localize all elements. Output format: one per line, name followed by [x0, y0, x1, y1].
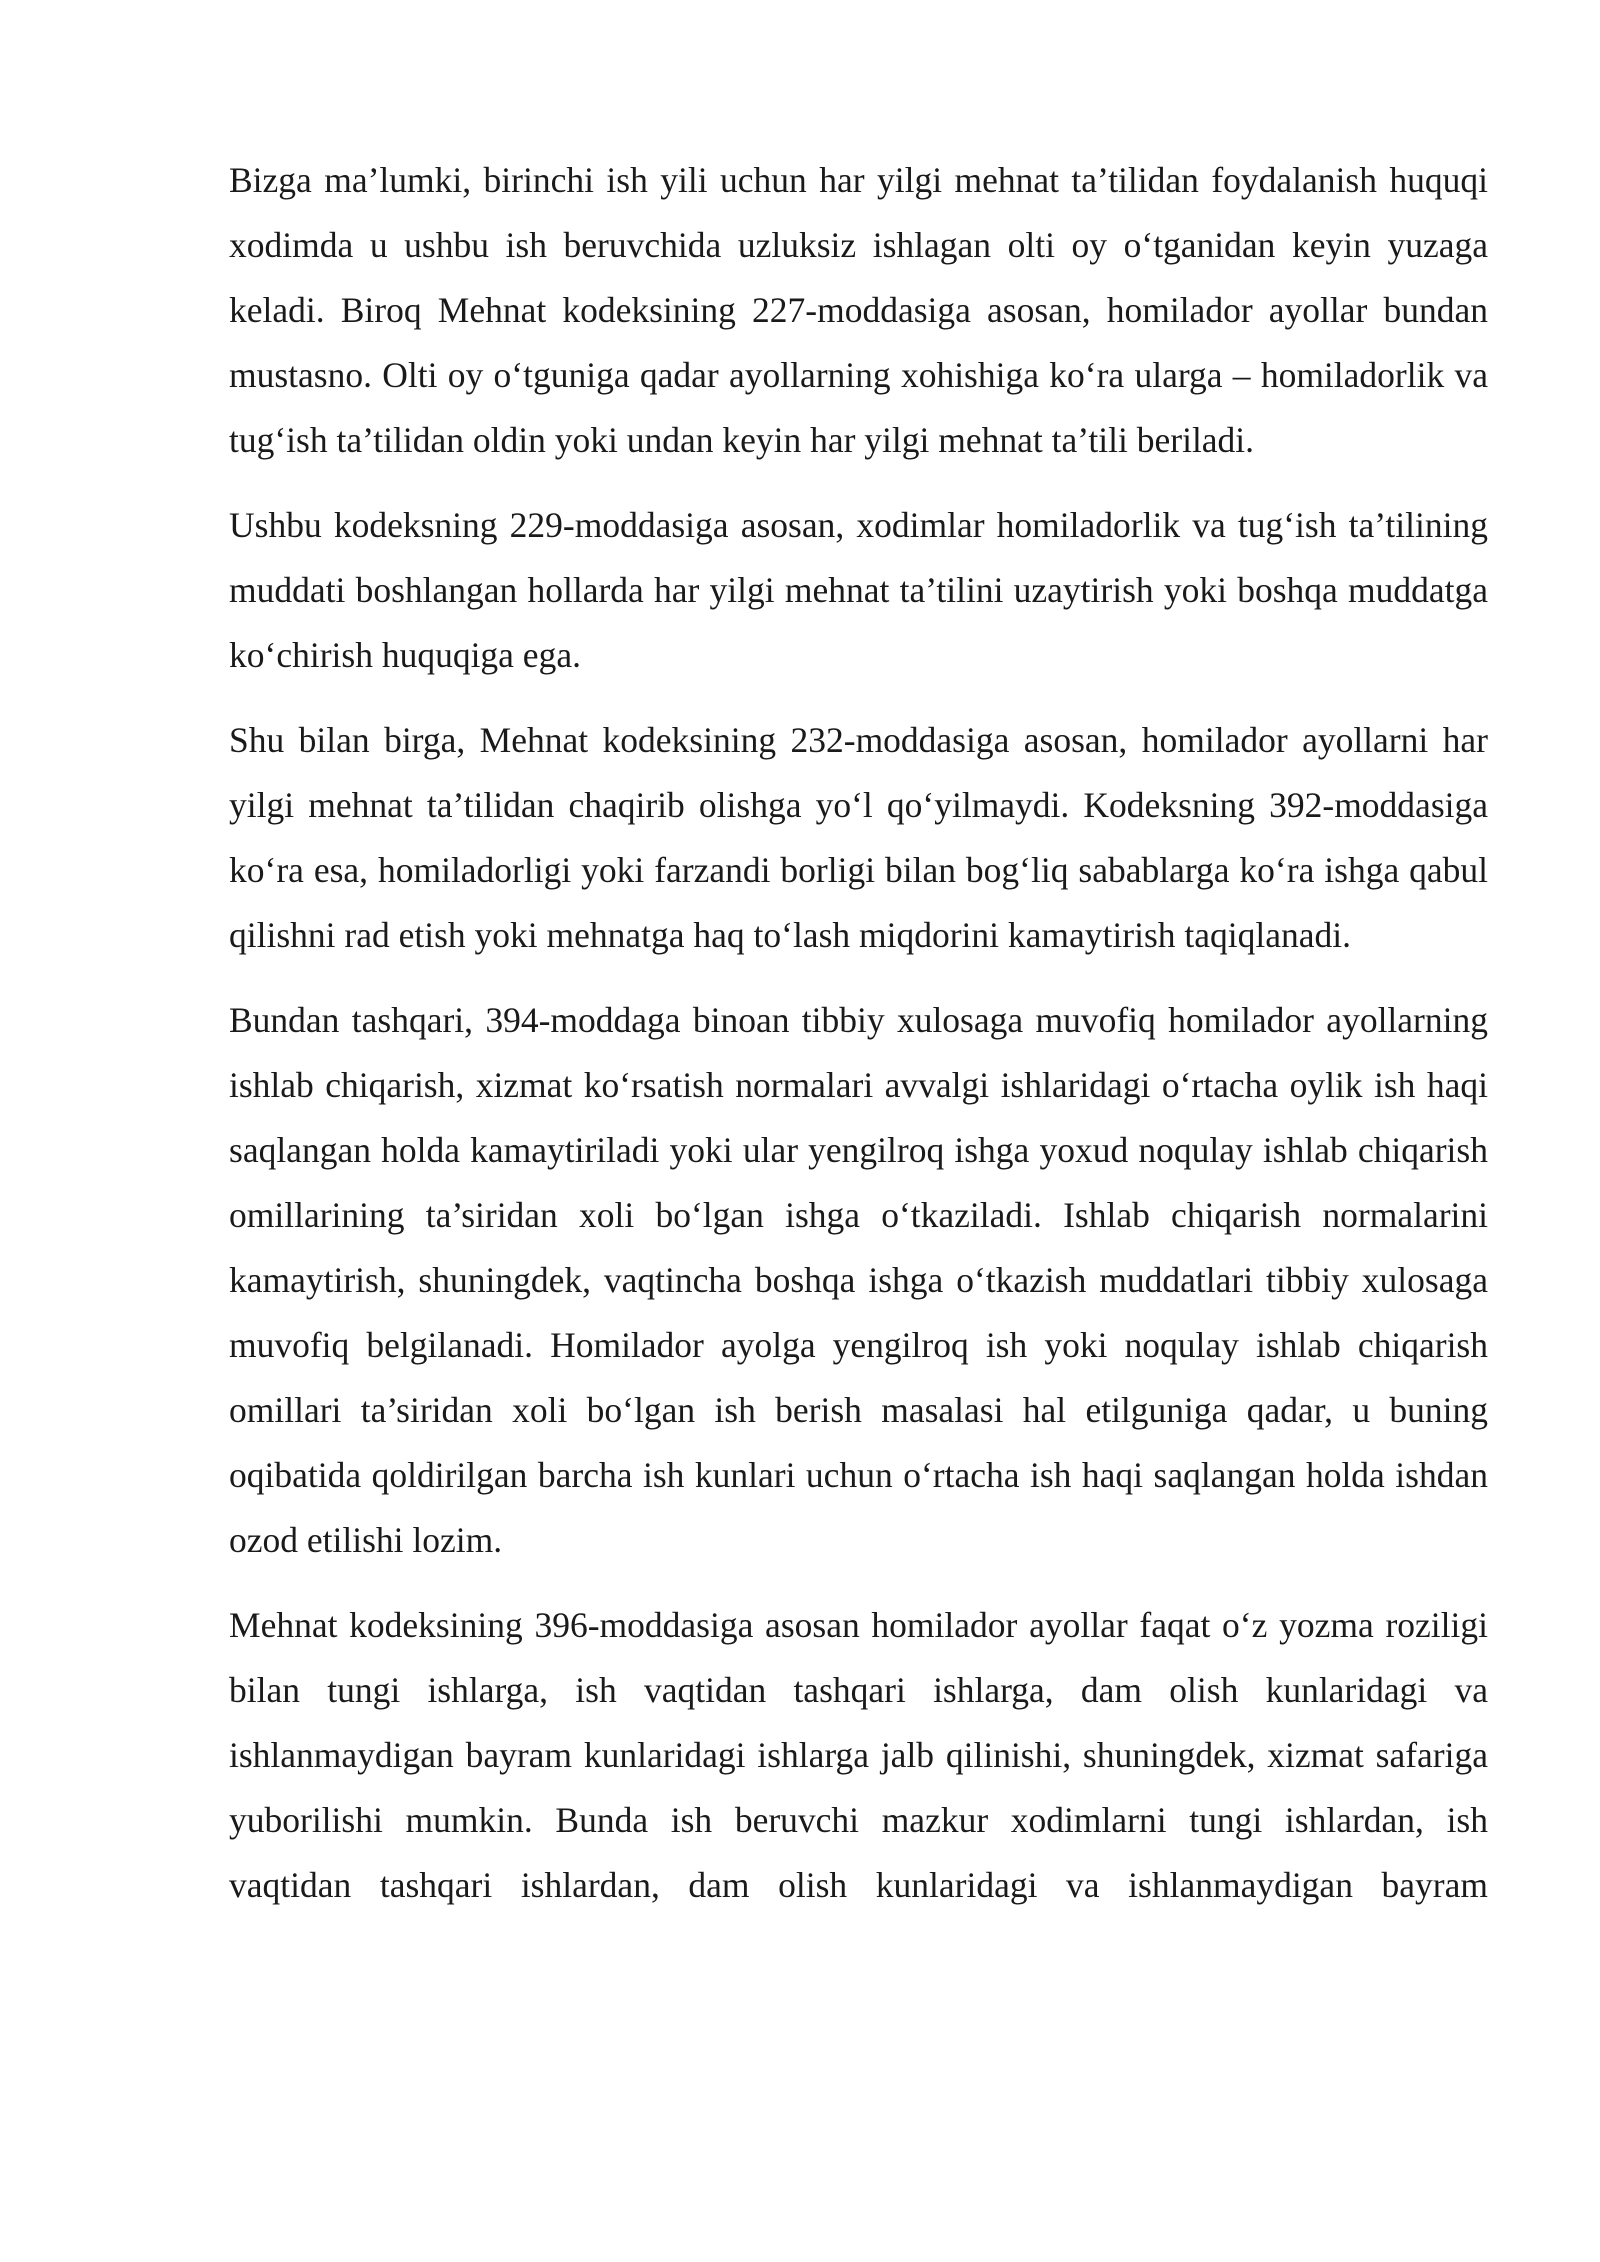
- paragraph-continued: Mehnat kodeksining 396-moddasiga asosan homilador ayollar faqat o‘z yozma roziligi bilan tungi ishlarga, ish vaqtidan tashqari ishlarga, dam olish kunlaridagi va ishlanmaydigan bayram kunlaridagi ishlarga jalb qilinishi, shuningdek, xizmat safariga yuborilishi mumkin. Bunda ish beruvchi mazkur xodimlarni tungi ishlardan, ish vaqtidan tashqari ishlardan, dam olish kunlaridagi va ishlanmaydigan bayram: [229, 1605, 1488, 1905]
- paragraph: Bundan tashqari, 394-moddaga binoan tibbiy xulosaga muvofiq homilador ayollarning ishlab chiqarish, xizmat ko‘rsatish normalari avvalgi ishlaridagi o‘rtacha oylik ish haqi saqlangan holda kamaytiriladi yoki ular yengilroq ishga yoxud noqulay ishlab chiqarish omillarining ta’siridan xoli bo‘lgan ishga o‘tkaziladi. Ishlab chiqarish normalarini kamaytirish, shuningdek, vaqtincha boshqa ishga o‘tkazish muddatlari tibbiy xulosaga muvofiq belgilanadi. Homilador ayolga yengilroq ish yoki noqulay ishlab chiqarish omillari ta’siridan xoli bo‘lgan ish berish masalasi hal etilguniga qadar, u buning oqibatida qoldirilgan barcha ish kunlari uchun o‘rtacha ish haqi saqlangan holda ishdan ozod etilishi lozim.: [229, 1000, 1488, 1560]
- paragraph: Bizga ma’lumki, birinchi ish yili uchun har yilgi mehnat ta’tilidan foydalanish huquqi xodimda u ushbu ish beruvchida uzluksiz ishlagan olti oy o‘tganidan keyin yuzaga keladi. Biroq Mehnat kodeksining 227-moddasiga asosan, homilador ayollar bundan mustasno. Olti oy o‘tguniga qadar ayollarning xohishiga ko‘ra ularga – homiladorlik va tug‘ish ta’tilidan oldin yoki undan keyin har yilgi mehnat ta’tili beriladi.: [229, 160, 1488, 460]
- document-page: [229, 148, 1488, 1938]
- paragraph: Ushbu kodeksning 229-moddasiga asosan, xodimlar homiladorlik va tug‘ish ta’tilining muddati boshlangan hollarda har yilgi mehnat ta’tilini uzaytirish yoki boshqa muddatga ko‘chirish huquqiga ega.: [229, 505, 1488, 675]
- paragraph: Shu bilan birga, Mehnat kodeksining 232-moddasiga asosan, homilador ayollarni har yilgi mehnat ta’tilidan chaqirib olishga yo‘l qo‘yilmaydi. Kodeksning 392-moddasiga ko‘ra esa, homiladorligi yoki farzandi borligi bilan bog‘liq sabablarga ko‘ra ishga qabul qilishni rad etish yoki mehnatga haq to‘lash miqdorini kamaytirish taqiqlanadi.: [229, 720, 1488, 955]
